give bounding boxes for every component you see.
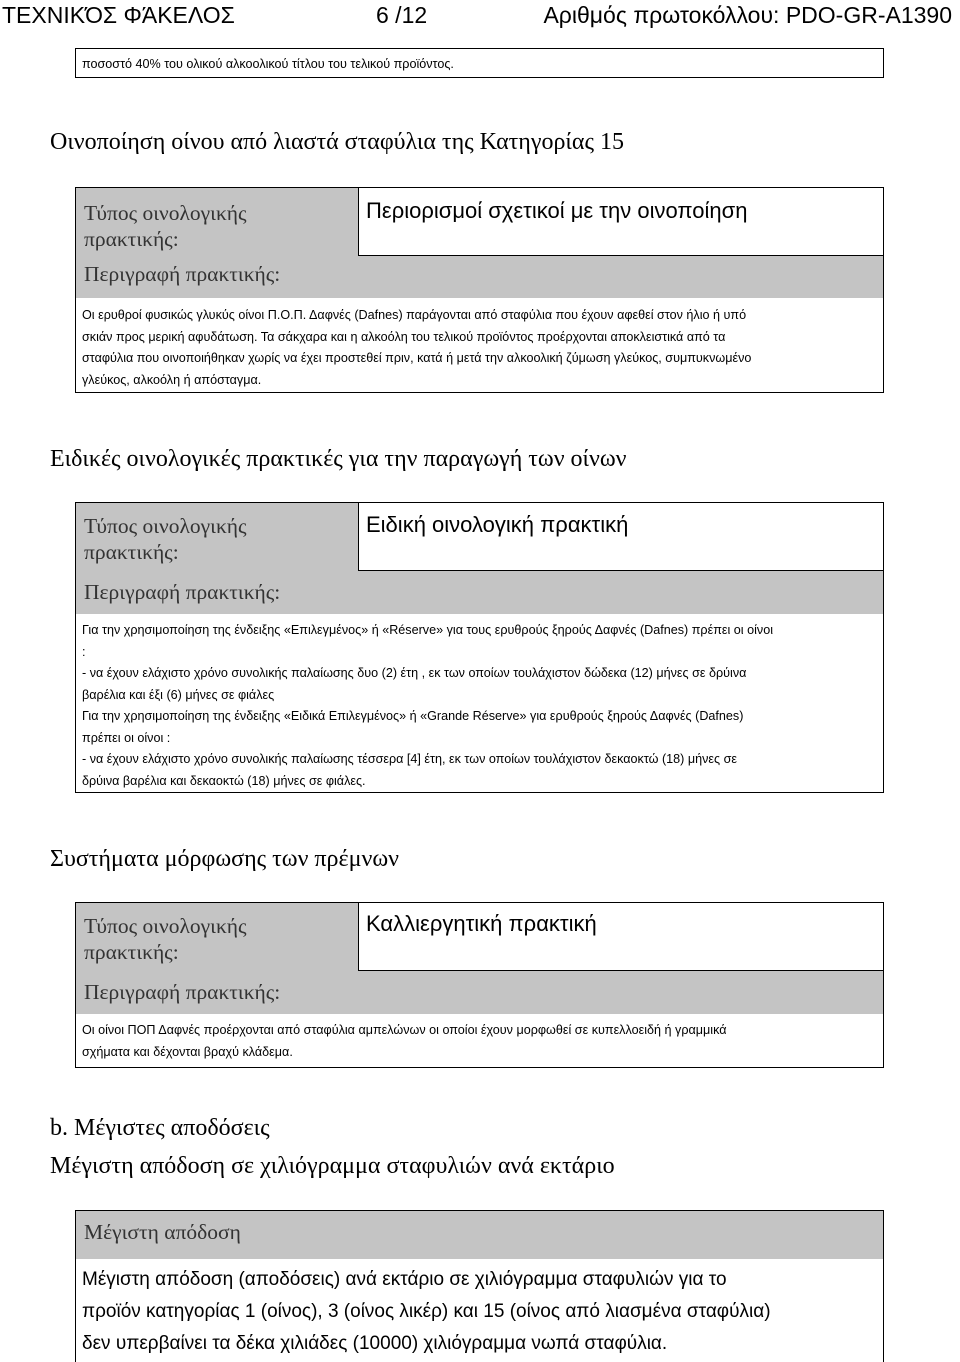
section2-type-label: Τύπος οινολογικής πρακτικής:: [84, 514, 247, 564]
section3-type-value: Καλλιεργητική πρακτική: [366, 911, 597, 936]
section4-label: Μέγιστη απόδοση: [84, 1220, 241, 1244]
section3-desc-text: Οι οίνοι ΠΟΠ Δαφνές προέρχονται από σταφύλια αμπελώνων οι οποίοι έχουν μορφωθεί σε κυπελλοειδή ή γραμμικά σχήματα και δέχονται βραχύ κλάδεμα.: [82, 1023, 727, 1059]
section3-type-label: Τύπος οινολογικής πρακτικής:: [84, 914, 247, 964]
section1-type-value: Περιορισμοί σχετικοί με την οινοποίηση: [366, 198, 748, 223]
page-number: 6 /12: [376, 2, 428, 28]
section4-text: Μέγιστη απόδοση (αποδόσεις) ανά εκτάριο σε χιλιόγραμμα σταφυλιών για το προϊόν κατηγορίας 1 (οίνος), 3 (οίνος λικέρ) και 15 (οίνος από λιασμένα σταφύλια) δεν υπερβαίνει τα δέκα χιλιάδες (10000) χιλιόγραμμα νωπά σταφύλια.: [82, 1269, 771, 1354]
section4-heading: b. Μέγιστες αποδόσεις: [50, 1115, 270, 1141]
section2-type-value: Ειδική οινολογική πρακτική: [366, 512, 629, 537]
section3-heading: Συστήματα μόρφωσης των πρέμνων: [50, 846, 399, 872]
section2-desc-label: Περιγραφή πρακτικής:: [84, 580, 281, 604]
protocol-number: Αριθμός πρωτοκόλλου: PDO-GR-A1390: [543, 2, 952, 28]
section1-desc-text: Οι ερυθροί φυσικώς γλυκύς οίνοι Π.Ο.Π. Δαφνές (Dafnes) παράγονται από σταφύλια που έχουν αφεθεί στον ήλιο ή υπό σκιάν προς μερική αφυδάτωση. Τα σάκχαρα και η αλκοόλη του τελικού προϊόντος προέρχονται αποκλειστικά από τα σταφύλια που οινοποιήθηκαν χωρίς να έχει προστεθεί πριν, κατά ή μετά την αλκοολική ζύμωση γλεύκος, συμπυκνωμένο γλεύκος, αλκοόλη ή απόσταγμα.: [82, 308, 752, 387]
section1-type-label: Τύπος οινολογικής πρακτικής:: [84, 201, 247, 251]
page-header: [0, 0, 960, 30]
document-title: ΤΕΧΝΙΚΌΣ ΦΆΚΕΛΟΣ: [2, 2, 235, 28]
top-note-text: ποσοστό 40% του ολικού αλκοολικού τίτλου του τελικού προϊόντος.: [82, 57, 454, 71]
section1-heading: Οινοποίηση οίνου από λιαστά σταφύλια της Κατηγορίας 15: [50, 129, 624, 155]
section3-desc-label: Περιγραφή πρακτικής:: [84, 980, 281, 1004]
section4-subheading: Μέγιστη απόδοση σε χιλιόγραμμα σταφυλιών ανά εκτάριο: [50, 1153, 615, 1179]
section2-heading: Ειδικές οινολογικές πρακτικές για την παραγωγή των οίνων: [50, 446, 627, 472]
section1-desc-label: Περιγραφή πρακτικής:: [84, 262, 281, 286]
section2-desc-text: Για την χρησιμοποίηση της ένδειξης «Επιλεγμένος» ή «Réserve» για τους ερυθρούς ξηρούς Δαφνές (Dafnes) πρέπει οι οίνοι : - να έχουν ελάχιστο χρόνο συνολικής παλαίωσης δυο (2) έτη , εκ των οποίων τουλάχιστον δώδεκα (12) μήνες σε δρύινα βαρέλια και έξι (6) μήνες σε φιάλες Για την χρησιμοποίηση της ένδειξης «Ειδικά Επιλεγμένος» ή «Grande Réserve» για ερυθρούς ξηρούς Δαφνές (Dafnes) πρέπει οι οίνοι : - να έχουν ελάχιστο χρόνο συνολικής παλαίωσης τέσσερα [4] έτη, εκ των οποίων τουλάχιστον δεκαοκτώ (18) μήνες σε δρύινα βαρέλια και δεκαοκτώ (18) μήνες σε φιάλες.: [82, 623, 774, 788]
